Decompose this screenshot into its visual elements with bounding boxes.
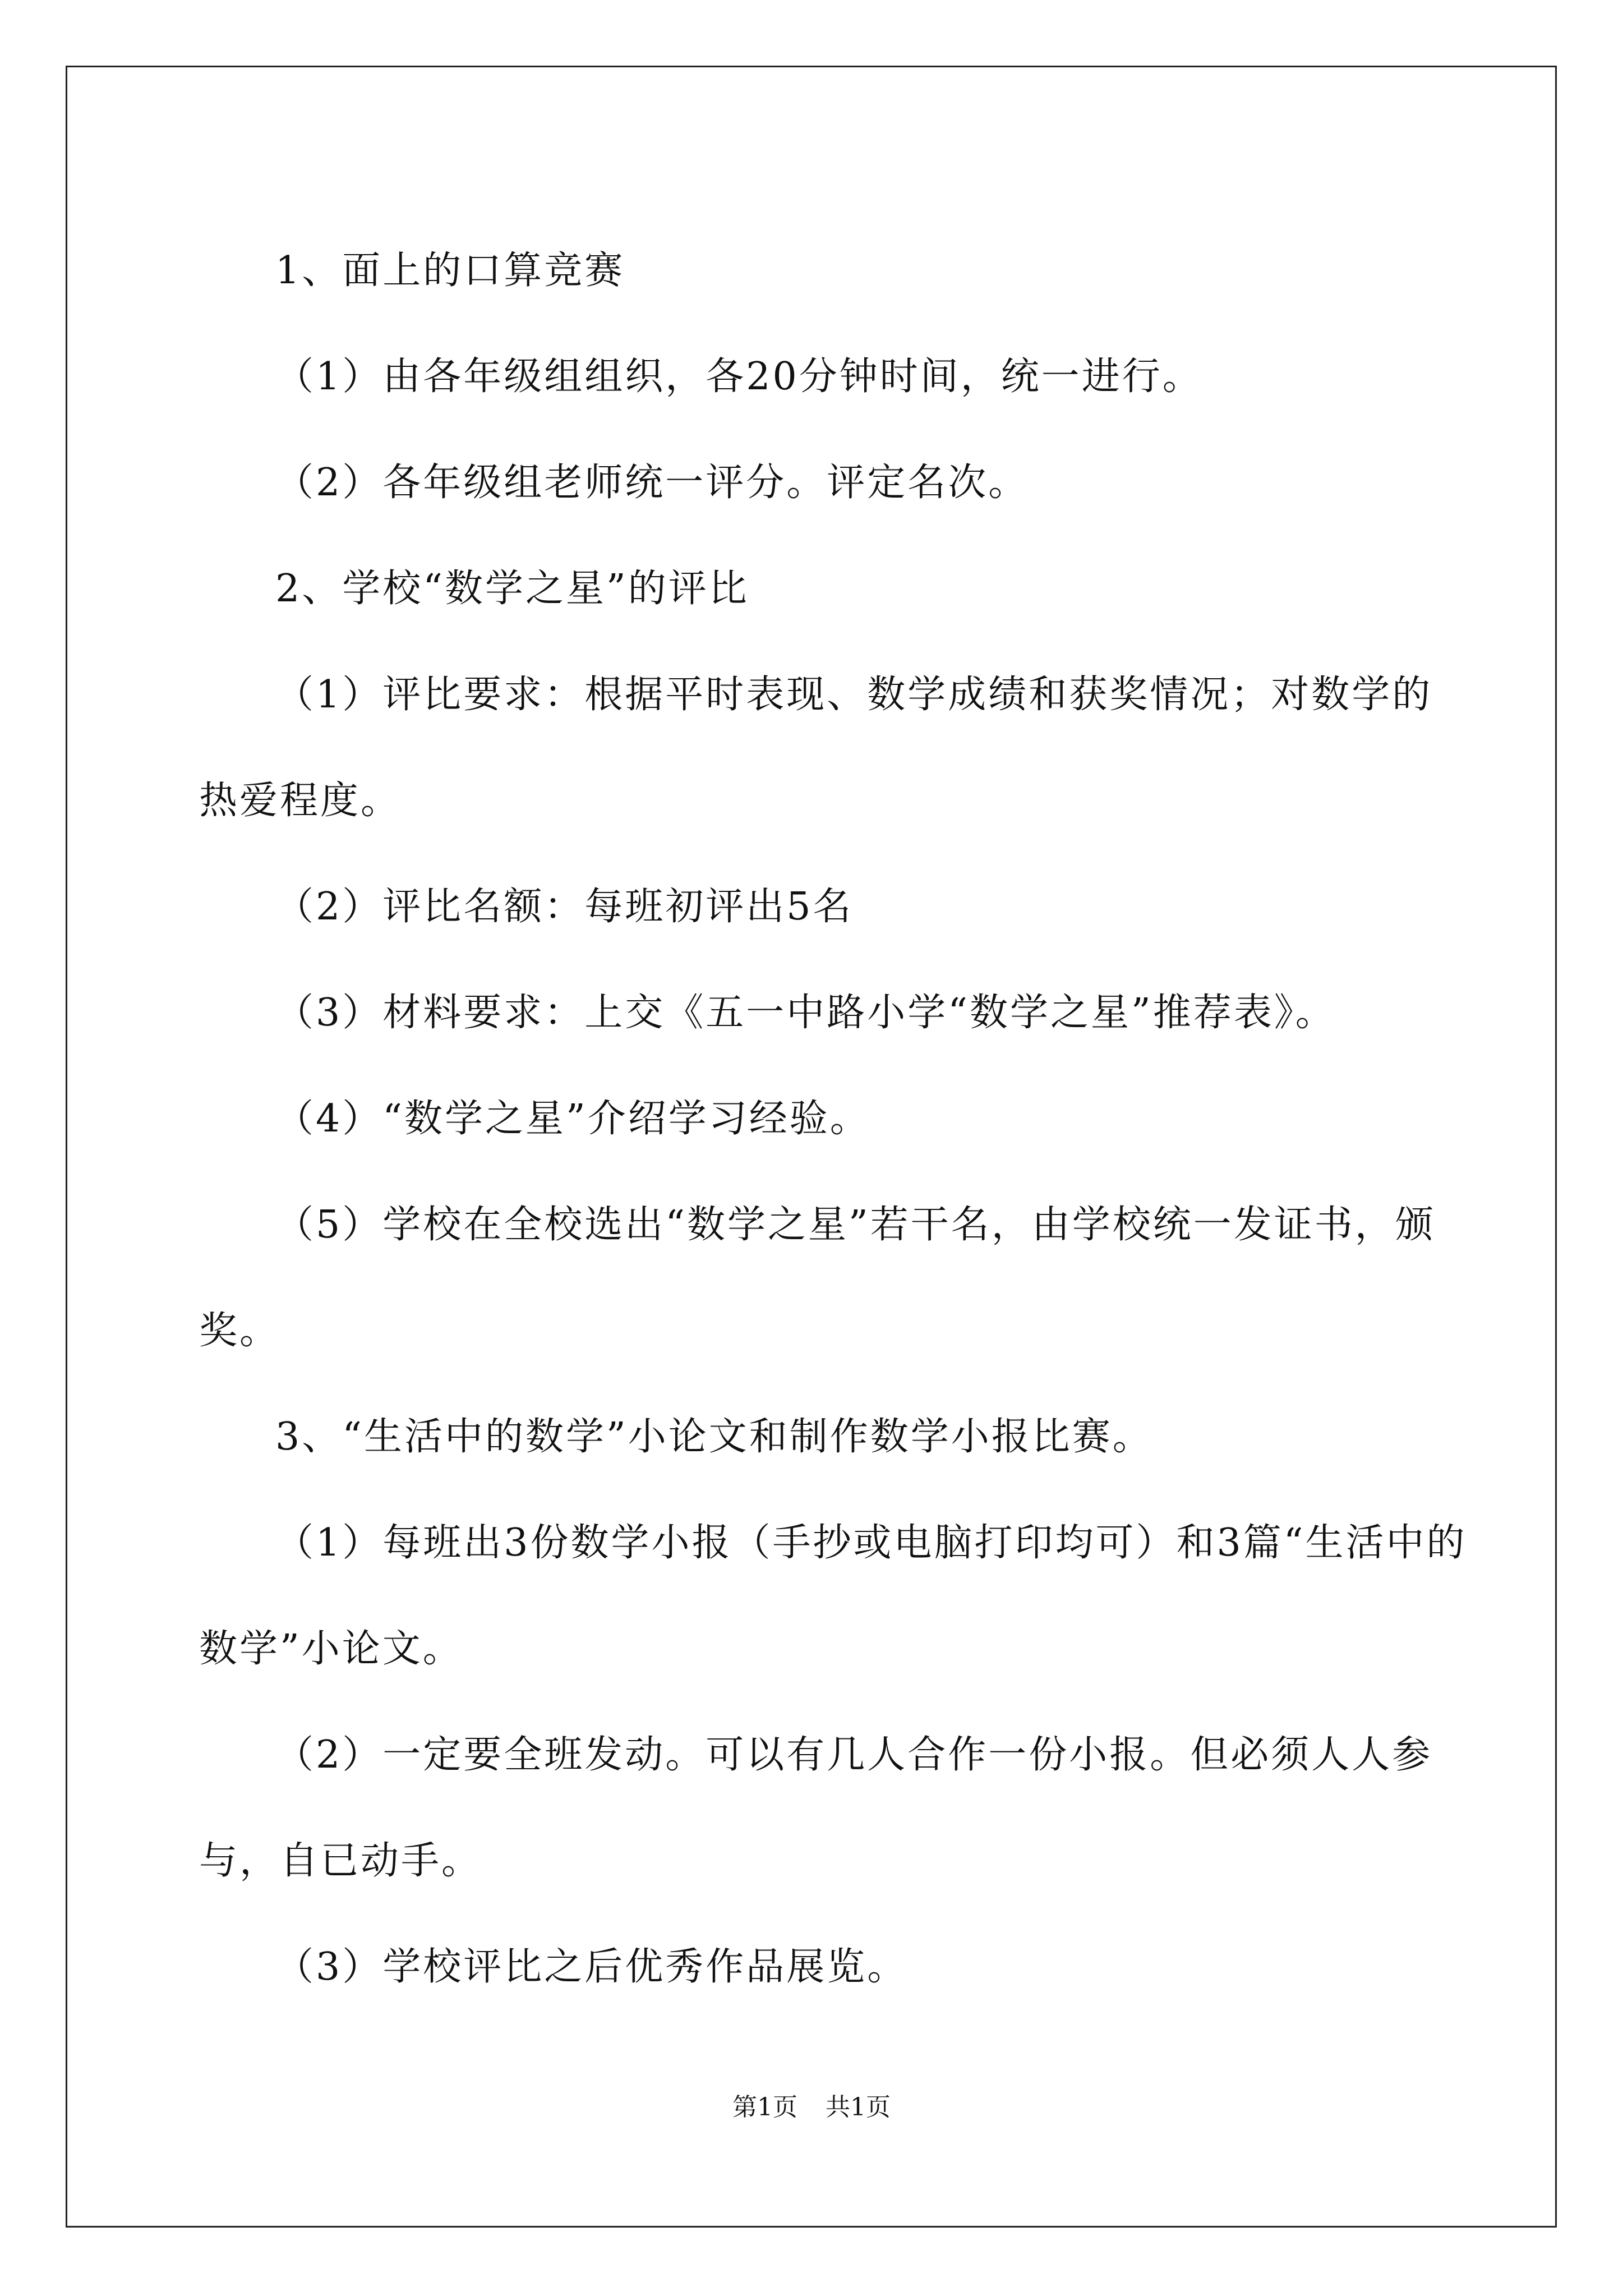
page-footer xyxy=(0,2087,1623,2123)
page-number-total: 共1页 xyxy=(826,2093,891,2122)
paragraph-item: （5）学校在全校选出“数学之星”若干名，由学校统一发证书，颁奖。 xyxy=(199,1203,1436,1353)
document-body xyxy=(199,218,1469,2020)
paragraph-item: （2）评比名额：每班初评出5名 xyxy=(275,885,854,929)
paragraph-heading-1: 1、面上的口算竞赛 xyxy=(275,249,625,293)
paragraph-heading-3: 3、“生活中的数学”小论文和制作数学小报比赛。 xyxy=(275,1415,1153,1459)
paragraph-item: （3）材料要求：上交《五一中路小学“数学之星”推荐表》。 xyxy=(275,991,1336,1035)
paragraph-item: （2）各年级组老师统一评分。评定名次。 xyxy=(275,461,1029,505)
paragraph-item: （1）由各年级组组织，各20分钟时间，统一进行。 xyxy=(275,355,1203,399)
paragraph-heading-2: 2、学校“数学之星”的评比 xyxy=(275,567,749,611)
paragraph-item: （4）“数学之星”介绍学习经验。 xyxy=(275,1097,870,1141)
paragraph-item: （1）每班出3份数学小报（手抄或电脑打印均可）和3篇“生活中的数学”小论文。 xyxy=(199,1521,1467,1671)
paragraph-item: （3）学校评比之后优秀作品展览。 xyxy=(275,1945,908,1989)
paragraph-item: （2）一定要全班发动。可以有几人合作一份小报。但必须人人参与，自已动手。 xyxy=(199,1733,1433,1883)
page-number-current: 第1页 xyxy=(732,2093,797,2122)
paragraph-item: （1）评比要求：根据平时表现、数学成绩和获奖情况；对数学的热爱程度。 xyxy=(199,673,1433,823)
